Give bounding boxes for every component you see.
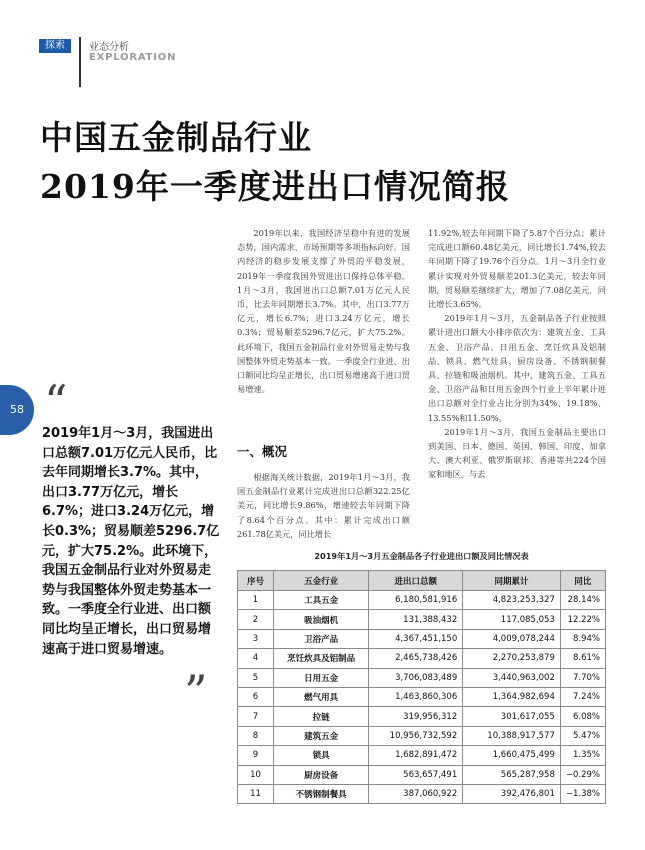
cell-index: 5	[238, 668, 274, 687]
cell-yoy: 12.22%	[560, 610, 605, 629]
title-line-1: 中国五金制品行业	[40, 118, 312, 157]
table-row	[238, 591, 606, 610]
body-column-2	[428, 226, 606, 482]
open-quote-icon: “	[44, 375, 68, 429]
table-title: 2019年1月～3月五金制品各子行业进出口额及同比情况表	[314, 551, 529, 561]
cell-prior: 3,440,963,002	[463, 668, 561, 687]
table-row	[238, 649, 606, 668]
cell-total: 1,682,891,472	[369, 746, 463, 765]
cell-index: 7	[238, 707, 274, 726]
cell-industry: 拉链	[273, 707, 368, 726]
trade-table	[237, 570, 606, 804]
cell-prior: 1,660,475,499	[463, 746, 561, 765]
cell-yoy: 5.47%	[560, 726, 605, 745]
cell-prior: 392,476,801	[463, 784, 561, 803]
cell-index: 4	[238, 649, 274, 668]
col-header-industry: 五金行业	[273, 571, 368, 591]
body-column-1-lower	[237, 470, 410, 541]
cell-index: 9	[238, 746, 274, 765]
cell-total: 1,463,860,306	[369, 687, 463, 706]
cell-total: 319,956,312	[369, 707, 463, 726]
cell-prior: 2,270,253,879	[463, 649, 561, 668]
intro-paragraph: 2019年以来，我国经济呈稳中有进的发展态势，国内需求、市场预期等多项指标向好。国内经济的稳步发展支撑了外贸的平稳发展，2019年一季度我国外贸进出口保持总体平稳。1月～3月，我国进出口总额7.01万亿元人民币，比去年同期增长3.7%。其中，出口3.77万亿元，增长6.7%；进口3.24万亿元，增长0.3%；贸易顺差5296.7亿元，扩大75.2%。此环境下，我国五金制品行业对外贸易走势与我国整体外贸走势基本一致。一季度全行业进、出口额同比均呈正增长，出口贸易增速高于进口贸易增速。	[237, 228, 410, 395]
table-row	[238, 707, 606, 726]
cell-prior: 4,009,078,244	[463, 629, 561, 648]
cell-prior: 117,085,053	[463, 610, 561, 629]
cell-total: 387,060,922	[369, 784, 463, 803]
cell-index: 6	[238, 687, 274, 706]
section-tag: 探索	[39, 39, 71, 53]
page-number: 58	[0, 385, 34, 435]
article-title	[40, 113, 510, 211]
cell-total: 563,657,491	[369, 765, 463, 784]
section-name-en: EXPLORATION	[89, 52, 177, 63]
cell-index: 2	[238, 610, 274, 629]
cell-total: 6,180,581,916	[369, 591, 463, 610]
cell-total: 10,956,732,592	[369, 726, 463, 745]
cell-industry: 日用五金	[273, 668, 368, 687]
table-row	[238, 784, 606, 803]
cell-industry: 不锈钢制餐具	[273, 784, 368, 803]
cell-prior: 565,287,958	[463, 765, 561, 784]
table-row	[238, 746, 606, 765]
overview-continued: 11.92%,较去年同期下降了5.87个百分点；累计完成进口额60.48亿美元，同比增长1.74%,较去年同期下降了19.76个百分点。1月～3月全行业累计实现对外贸易顺差201.3亿美元，较去年同期，贸易顺差继续扩大，增加了7.08亿美元，同比增长3.65%。	[428, 228, 606, 310]
cell-industry: 建筑五金	[273, 726, 368, 745]
section-name: 业态分析	[89, 42, 129, 53]
header-divider	[79, 37, 81, 87]
body-column-1	[237, 226, 410, 396]
cell-yoy: 28.14%	[560, 591, 605, 610]
page-header	[0, 0, 645, 95]
cell-yoy: −1.38%	[560, 784, 605, 803]
table-row	[238, 629, 606, 648]
cell-yoy: 8.94%	[560, 629, 605, 648]
cell-yoy: −0.29%	[560, 765, 605, 784]
col-header-yoy: 同比	[560, 571, 605, 591]
cell-yoy: 7.24%	[560, 687, 605, 706]
close-quote-icon: ”	[184, 665, 208, 719]
cell-industry: 燃气用具	[273, 687, 368, 706]
table-row	[238, 765, 606, 784]
cell-industry: 工具五金	[273, 591, 368, 610]
cell-prior: 301,617,055	[463, 707, 561, 726]
cell-industry: 卫浴产品	[273, 629, 368, 648]
col-header-total: 进出口总额	[369, 571, 463, 591]
overview-paragraph: 根据海关统计数据，2019年1月～3月，我国五金制品行业累计完成进出口总额322.25亿美元，同比增长9.86%，增速较去年同期下降了8.64个百分点。其中：累计完成出口额261.78亿美元，同比增长	[237, 472, 410, 539]
cell-index: 10	[238, 765, 274, 784]
cell-yoy: 6.08%	[560, 707, 605, 726]
export-paragraph: 2019年1月～3月，我国五金制品主要出口到美国、日本、德国、英国、韩国、印度、加拿大、澳大利亚、俄罗斯联邦、香港等共224个国家和地区。与去	[428, 426, 606, 480]
section-heading: 一、概况	[237, 444, 288, 459]
cell-yoy: 8.61%	[560, 649, 605, 668]
cell-yoy: 1.35%	[560, 746, 605, 765]
table-row	[238, 610, 606, 629]
table-row	[238, 726, 606, 745]
cell-index: 3	[238, 629, 274, 648]
cell-industry: 烹饪炊具及铝制品	[273, 649, 368, 668]
title-line-2: 2019年一季度进出口情况简报	[40, 167, 510, 206]
pull-quote: 2019年1月～3月，我国进出口总额7.01万亿元人民币，比去年同期增长3.7%。其中，出口3.77万亿元，增长6.7%；进口3.24万亿元，增长0.3%；贸易顺差5296.7亿元，扩大75.2%。此环境下，我国五金制品行业对外贸易走势与我国整体外贸走势基本一致。一季度全行业进、出口额同比均呈正增长，出口贸易增速高于进口贸易增速。	[42, 426, 220, 657]
cell-yoy: 7.70%	[560, 668, 605, 687]
cell-index: 8	[238, 726, 274, 745]
cell-total: 131,388,432	[369, 610, 463, 629]
cell-prior: 1,364,982,694	[463, 687, 561, 706]
cell-total: 3,706,083,489	[369, 668, 463, 687]
cell-prior: 10,388,917,577	[463, 726, 561, 745]
table-header-row	[238, 571, 606, 591]
cell-industry: 厨房设备	[273, 765, 368, 784]
col-header-prior: 同期累计	[463, 571, 561, 591]
cell-prior: 4,823,253,327	[463, 591, 561, 610]
cell-total: 4,367,451,150	[369, 629, 463, 648]
cell-industry: 锁具	[273, 746, 368, 765]
cell-index: 1	[238, 591, 274, 610]
cell-total: 2,465,738,426	[369, 649, 463, 668]
table-row	[238, 687, 606, 706]
col-header-index: 序号	[238, 571, 274, 591]
table-row	[238, 668, 606, 687]
cell-industry: 吸油烟机	[273, 610, 368, 629]
subsector-paragraph: 2019年1月～3月，五金制品各子行业按照累计进出口额大小排序依次为：建筑五金、工具五金、卫浴产品、日用五金、烹饪炊具及铝制品、锁具、燃气灶具、厨房设备、不锈钢制餐具、拉链和吸油烟机。其中，建筑五金、工具五金、卫浴产品和日用五金四个行业上半年累计进出口总额对全行业占比分别为34%、19.18%、13.55%和11.50%。	[428, 313, 606, 423]
cell-index: 11	[238, 784, 274, 803]
